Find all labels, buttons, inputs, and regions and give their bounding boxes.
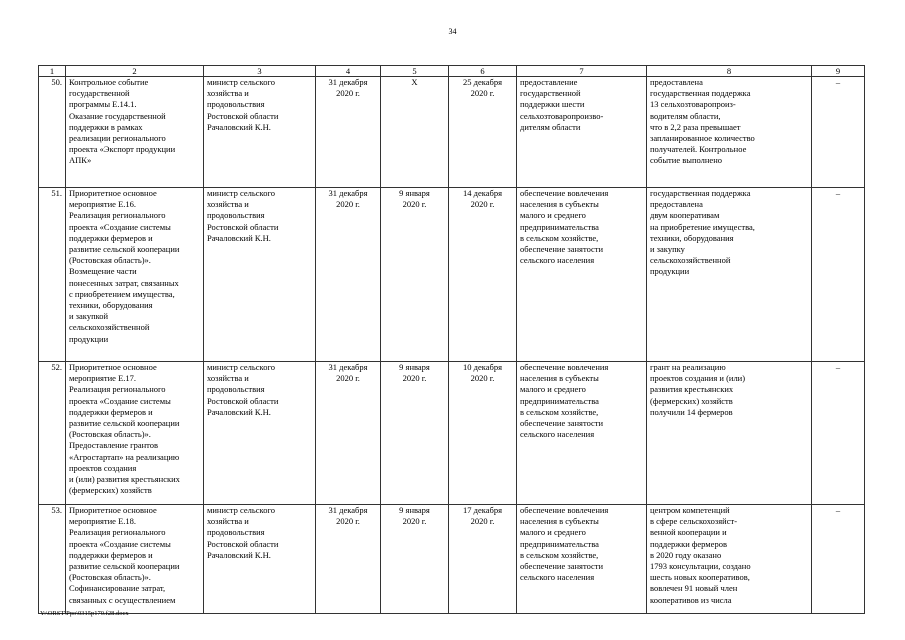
planned-date-cell: 31 декабря 2020 г. [316,362,381,505]
table-header-row [39,66,865,77]
column-header: 3 [204,66,316,77]
responsible-cell: министр сельского хозяйства и продовольствия Ростовской области Рачаловский К.Н. [204,77,316,188]
actual-result-cell: грант на реализацию проектов создания и (или) развития крестьянских (фермерских) хозяйств получили 14 фермеров [647,362,812,505]
row-number: 50. [39,77,66,188]
report-table [38,65,865,614]
expected-result-cell: обеспечение вовлечения населения в субъекты малого и среднего предпринимательства в сельском хозяйстве, обеспечение занятости сельского населения [517,362,647,505]
responsible-cell: министр сельского хозяйства и продовольствия Ростовской области Рачаловский К.Н. [204,188,316,362]
note-cell: – [812,362,865,505]
table-row [39,188,865,362]
event-cell: Контрольное событие государственной программы Е.14.1. Оказание государственной поддержки в рамках реализации регионального проекта «Экспорт продукции АПК» [66,77,204,188]
planned-date-cell: 31 декабря 2020 г. [316,77,381,188]
column-header: 9 [812,66,865,77]
finish-date-cell: 25 декабря 2020 г. [449,77,517,188]
table-row [39,362,865,505]
column-header: 6 [449,66,517,77]
column-header: 8 [647,66,812,77]
actual-result-cell: центром компетенций в сфере сельскохозяйст- венной кооперации и поддержки фермеров в 2020 году оказано 1793 консультации, создано шесть новых кооперативов, вовлечен 91 новый член кооперативов из числа [647,505,812,614]
file-path-footer: Y:\ORST\Ppo\0315p170.f28.docx [40,610,129,617]
start-date-cell: 9 января 2020 г. [381,362,449,505]
actual-result-cell: государственная поддержка предоставлена двум кооперативам на приобретение имущества, техники, оборудования и закупку сельскохозяйственной продукции [647,188,812,362]
row-number: 53. [39,505,66,614]
expected-result-cell: предоставление государственной поддержки шести сельхозтоваропроизво- дителям области [517,77,647,188]
event-cell: Приоритетное основное мероприятие Е.16. Реализация регионального проекта «Создание системы поддержки фермеров и развитие сельской кооперации (Ростовская область)». Возмещение части понесенных затрат, связанных с приобретением имущества, техники, оборудования и закупкой сельскохозяйственной продукции [66,188,204,362]
column-header: 4 [316,66,381,77]
column-header: 2 [66,66,204,77]
table-row [39,77,865,188]
responsible-cell: министр сельского хозяйства и продовольствия Ростовской области Рачаловский К.Н. [204,362,316,505]
column-header: 5 [381,66,449,77]
expected-result-cell: обеспечение вовлечения населения в субъекты малого и среднего предпринимательства в сельском хозяйстве, обеспечение занятости сельского населения [517,188,647,362]
start-date-cell: 9 января 2020 г. [381,505,449,614]
start-date-cell: X [381,77,449,188]
note-cell: – [812,505,865,614]
table-row [39,505,865,614]
finish-date-cell: 10 декабря 2020 г. [449,362,517,505]
finish-date-cell: 14 декабря 2020 г. [449,188,517,362]
event-cell: Приоритетное основное мероприятие Е.17. Реализация регионального проекта «Создание системы поддержки фермеров и развитие сельской кооперации (Ростовская область)». Предоставление грантов «Агростартап» на реализацию проектов создания и (или) развития крестьянских (фермерских) хозяйств [66,362,204,505]
event-cell: Приоритетное основное мероприятие Е.18. Реализация регионального проекта «Создание системы поддержки фермеров и развитие сельской кооперации (Ростовская область)». Софинансирование затрат, связанных с осуществлением [66,505,204,614]
note-cell: – [812,188,865,362]
row-number: 51. [39,188,66,362]
planned-date-cell: 31 декабря 2020 г. [316,188,381,362]
expected-result-cell: обеспечение вовлечения населения в субъекты малого и среднего предпринимательства в сельском хозяйстве, обеспечение занятости сельского населения [517,505,647,614]
row-number: 52. [39,362,66,505]
column-header: 7 [517,66,647,77]
responsible-cell: министр сельского хозяйства и продовольствия Ростовской области Рачаловский К.Н. [204,505,316,614]
finish-date-cell: 17 декабря 2020 г. [449,505,517,614]
planned-date-cell: 31 декабря 2020 г. [316,505,381,614]
note-cell: – [812,77,865,188]
actual-result-cell: предоставлена государственная поддержка 13 сельхозтоваропроиз- водителям области, что в 2,2 раза превышает запланированное количество получателей. Контрольное событие выполнено [647,77,812,188]
column-header: 1 [39,66,66,77]
start-date-cell: 9 января 2020 г. [381,188,449,362]
page-number: 34 [448,27,457,36]
